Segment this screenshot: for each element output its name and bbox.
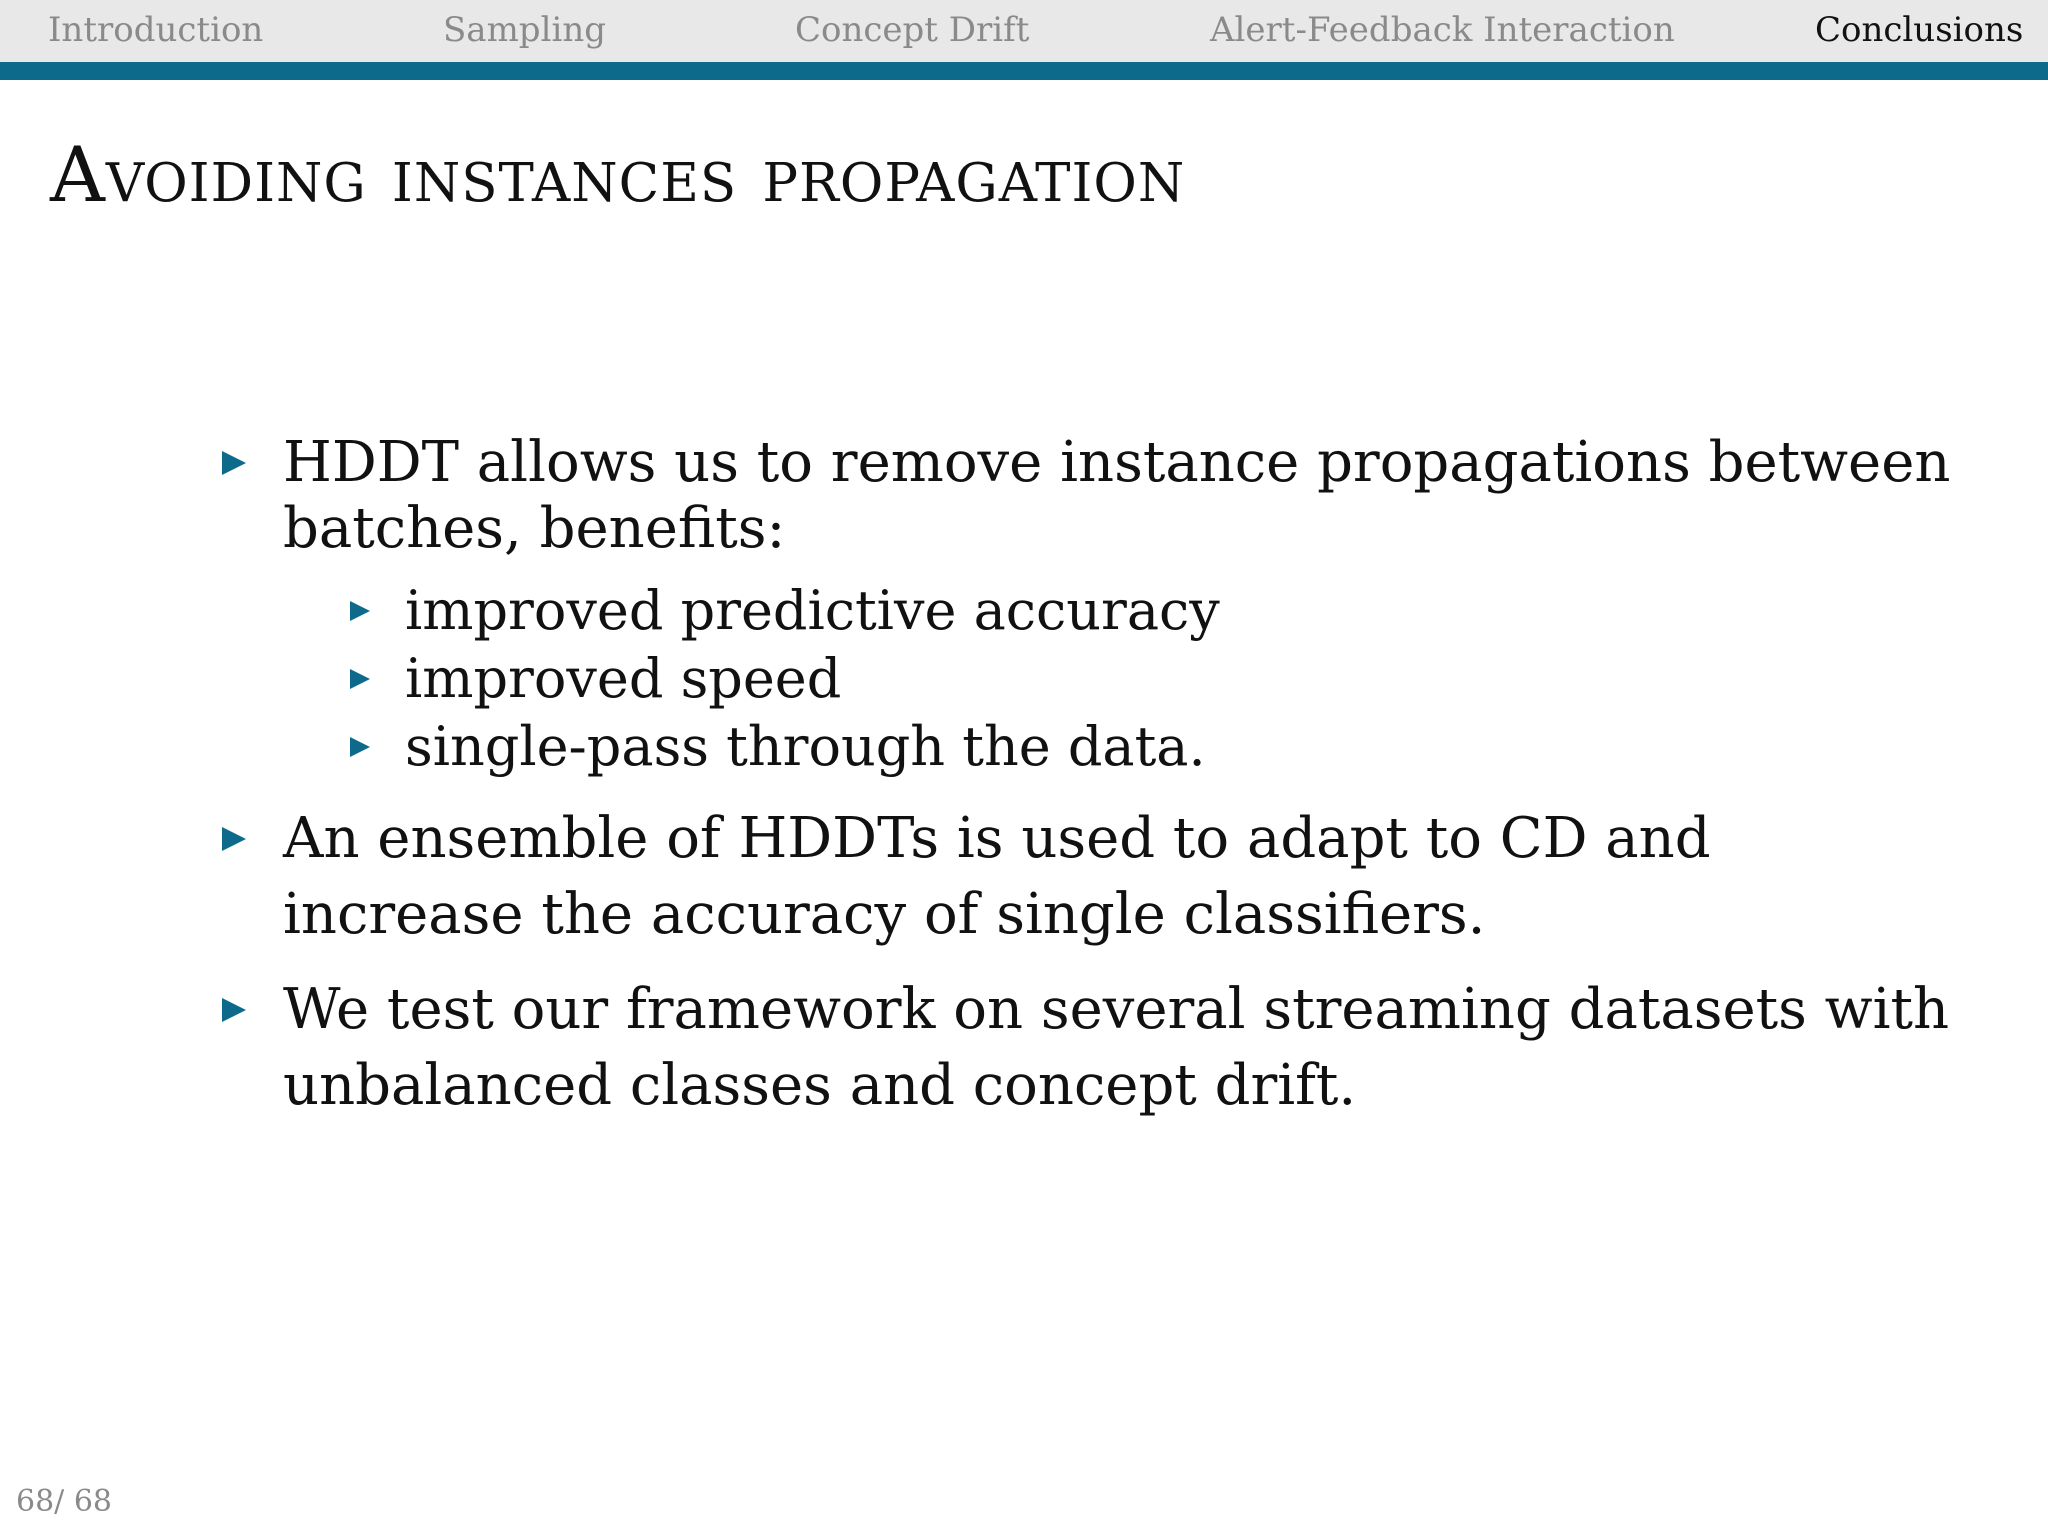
bullet-1-line-1: HDDT allows us to remove instance propagations between [283, 430, 1951, 495]
bullet-1-line-2: batches, benefits: [283, 496, 786, 561]
bullet-2-line-1: An ensemble of HDDTs is used to adapt to CD and [283, 806, 1711, 871]
nav-item-sampling[interactable]: Sampling [443, 10, 606, 50]
sub-bullet-3: single-pass through the data. [405, 715, 1206, 778]
bullet-arrow-icon [222, 827, 246, 851]
sub-bullet-arrow-icon [350, 601, 370, 621]
sub-bullet-1: improved predictive accuracy [405, 579, 1220, 642]
header-rule [0, 62, 2048, 80]
sub-bullet-2: improved speed [405, 647, 842, 710]
bullet-arrow-icon [222, 998, 246, 1022]
slide-title: Avoiding instances propagation [50, 130, 1186, 219]
sub-bullet-arrow-icon [350, 669, 370, 689]
bullet-arrow-icon [222, 451, 246, 475]
nav-item-introduction[interactable]: Introduction [48, 10, 264, 50]
nav-item-alert-feedback-interaction[interactable]: Alert-Feedback Interaction [1210, 10, 1675, 50]
bullet-2-line-2: increase the accuracy of single classifiers. [283, 882, 1486, 947]
nav-item-concept-drift[interactable]: Concept Drift [795, 10, 1030, 50]
section-navbar [0, 0, 2048, 62]
sub-bullet-arrow-icon [350, 737, 370, 757]
bullet-3-line-2: unbalanced classes and concept drift. [283, 1053, 1357, 1118]
nav-item-conclusions[interactable]: Conclusions [1815, 10, 2024, 50]
bullet-3-line-1: We test our framework on several streaming datasets with [283, 977, 1950, 1042]
page-counter: 68/ 68 [16, 1484, 112, 1519]
